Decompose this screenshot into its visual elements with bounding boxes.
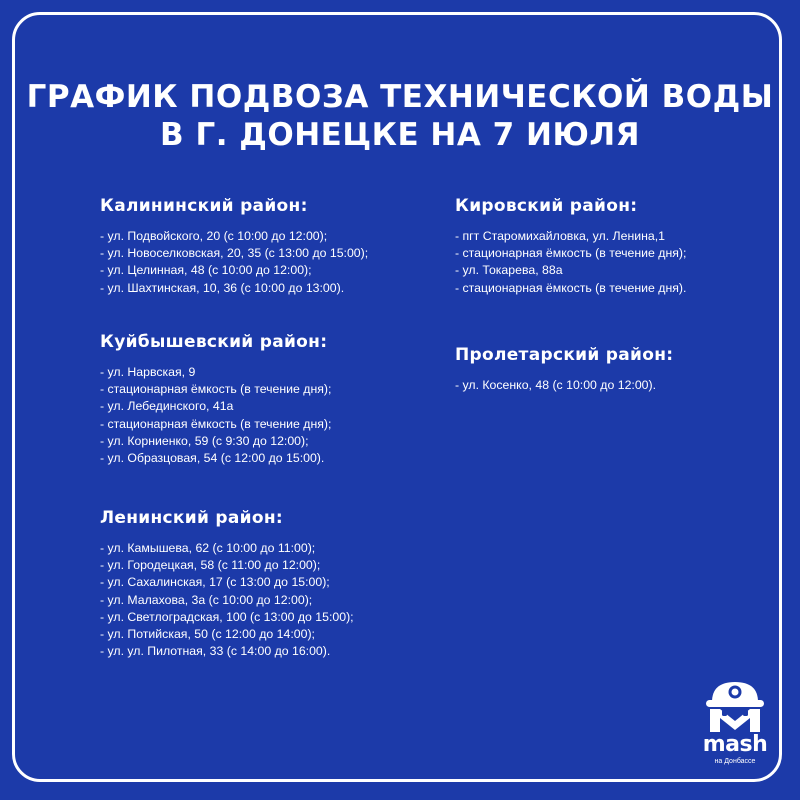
address-item: - ул. Сахалинская, 17 (с 13:00 до 15:00); [100,575,330,590]
district-kirovsky [455,196,686,297]
address-item: - ул. Подвойского, 20 (с 10:00 до 12:00); [100,229,328,243]
district-heading: Ленинский район: [100,508,283,528]
district-leninsky [100,508,354,660]
district-proletarsky [455,345,673,394]
address-item: - ул. Светлоградская, 100 (с 13:00 до 15:00); [100,609,354,624]
address-item: - пгт Старомихайловка, ул. Ленина,1 [455,229,665,243]
title-line-1: ГРАФИК ПОДВОЗА ТЕХНИЧЕСКОЙ ВОДЫ [26,79,774,115]
mash-helmet-logo-icon [700,676,770,734]
address-item: - ул. Образцовая, 54 (с 12:00 до 15:00). [100,451,325,466]
district-kalininsky [100,196,368,297]
mash-logo [700,676,770,776]
address-item: - ул. Токарева, 88а [455,263,563,278]
logo-subtitle: на Донбассе [714,758,756,765]
address-item: - ул. ул. Пилотная, 33 (с 14:00 до 16:00). [100,644,331,659]
address-item: - ул. Камышева, 62 (с 10:00 до 11:00); [100,541,316,555]
address-item: - ул. Новоселковская, 20, 35 (с 13:00 до 15:00); [100,246,369,261]
address-item: - ул. Нарвская, 9 [100,365,196,379]
address-item: - стационарная ёмкость (в течение дня); [100,382,332,397]
address-item: - ул. Потийская, 50 (с 12:00 до 14:00); [100,627,315,642]
address-item: - стационарная ёмкость (в течение дня). [455,280,687,295]
address-list [455,377,673,394]
title-line-2: В Г. ДОНЕЦКЕ НА 7 ИЮЛЯ [160,117,640,153]
address-item: - ул. Корниенко, 59 (с 9:30 до 12:00); [100,433,309,448]
address-list [100,364,331,467]
address-item: - стационарная ёмкость (в течение дня); [455,246,687,261]
address-list [100,228,368,297]
address-item: - ул. Городецкая, 58 (с 11:00 до 12:00); [100,558,321,573]
district-heading: Куйбышевский район: [100,332,328,352]
address-item: - ул. Косенко, 48 (с 10:00 до 12:00). [455,378,657,392]
district-heading: Калининский район: [100,196,308,216]
page-title [0,78,800,154]
address-list [100,540,354,660]
district-heading: Кировский район: [455,196,638,216]
district-heading: Пролетарский район: [455,345,674,365]
address-item: - стационарная ёмкость (в течение дня); [100,416,332,431]
logo-wordmark: mash [702,732,768,757]
address-item: - ул. Лебединского, 41а [100,399,234,414]
address-item: - ул. Целинная, 48 (с 10:00 до 12:00); [100,263,312,278]
address-item: - ул. Малахова, 3а (с 10:00 до 12:00); [100,592,313,607]
address-item: - ул. Шахтинская, 10, 36 (с 10:00 до 13:00). [100,280,345,295]
address-list [455,228,686,297]
district-kuibyshevsky [100,332,331,467]
